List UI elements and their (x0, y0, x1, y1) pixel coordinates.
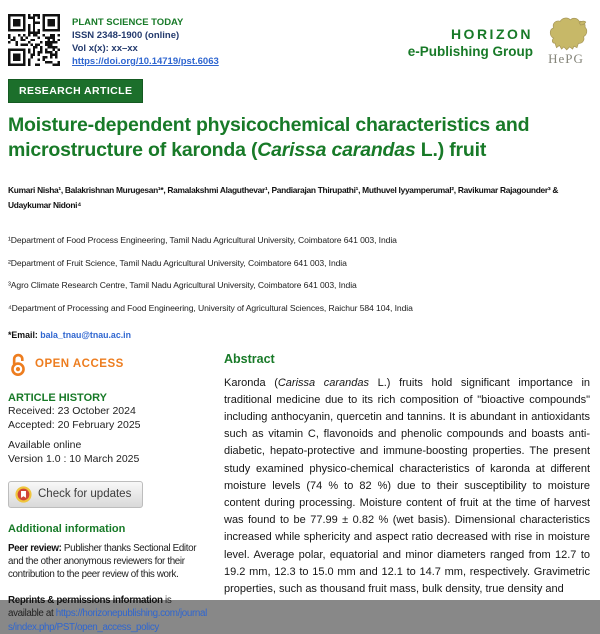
email-link[interactable]: bala_tnau@tnau.ac.in (40, 329, 131, 340)
publisher-name (408, 14, 533, 60)
affiliation-line: ¹Department of Food Process Engineering, Tamil Nadu Agricultural University, Coimbatore 641 003, India (8, 235, 397, 245)
abstract-pre: Karonda ( (224, 376, 278, 389)
affiliation-line: ²Department of Fruit Science, Tamil Nadu Agricultural University, Coimbatore 641 003, India (8, 257, 347, 268)
journal-issn: ISSN 2348-1900 (online) (72, 30, 180, 41)
doi-link[interactable]: https://doi.org/10.14719/pst.6063 (72, 56, 219, 67)
title-species-italic: Carissa carandas (257, 139, 416, 161)
additional-info-heading: Additional information (8, 522, 126, 535)
check-for-updates-label: Check for updates (38, 488, 132, 500)
check-for-updates-button[interactable] (8, 481, 143, 508)
author-list: Kumari Nisha¹, Balakrishnan Murugesan¹*, Ramalakshmi Alaguthevar¹, Pandiarajan Thirupathi¹, Muthuvel Iyyamperumal², Ravikumar Rajagounder³ & Udaykumar Nidoni⁴ (8, 185, 559, 210)
peer-review-note (8, 542, 208, 582)
open-access-row (8, 352, 208, 377)
email-label: *Email: (8, 329, 41, 340)
qr-code (8, 14, 60, 66)
title-post: L.) fruit (415, 139, 487, 161)
title-pre: Moisture-dependent physicochemical characteristics and microstructure of karonda ( (8, 114, 530, 161)
masthead (8, 14, 590, 68)
available-online: Available online (8, 438, 82, 451)
reprints-note (8, 594, 208, 634)
affiliations (8, 235, 590, 313)
publisher-name-line1: HORIZON (450, 26, 533, 42)
open-access-label: OPEN ACCESS (35, 358, 124, 370)
reprints-text: is available at (8, 595, 172, 620)
abstract-post: L.) fruits hold significant importance in traditional medicine due to its rich composition of "bioactive compounds" including anthocyanin, quercetin and tannins. It is abundant in antioxidants such as vitamin C, flavonoids and phenolic compounds and boasts anti-diabetic, hepato-protective and immune-boosting properties. The present study examined physico-chemical characteristics of karonda at different moisture levels (74 % to 82 %) due to their susceptibility to moisture content during processing. Moisture content of fruit at the time of harvest was found to be 77.99 ± 0.82 % (wet basis). Dimensional characteristics increased while sphericity and aspect ratio decreased with rise in moisture level. Average polar, equatorial and minor diameters ranged from 12.7 to 19.2 mm, 12.3 to 15.0 mm and 12.1 to 14.7 mm, respectively. Gravimetric properties, such as thousand fruit mass, bulk density, true density and (224, 376, 591, 595)
abstract-text (224, 375, 590, 599)
journal-name: PLANT SCIENCE TODAY (72, 17, 184, 28)
article-history-heading: ARTICLE HISTORY (8, 391, 108, 404)
reprints-policy-link[interactable]: https://horizonepublishing.com/journals/index.php/PST/open_access_policy (8, 608, 207, 633)
hepg-lion-icon (542, 14, 590, 52)
article-title (8, 113, 574, 163)
additional-information (8, 523, 208, 634)
article-history (8, 392, 208, 467)
research-article-badge: RESEARCH ARTICLE (8, 79, 143, 103)
content-columns (8, 352, 590, 634)
journal-info (72, 14, 219, 68)
received-date: Received: 23 October 2024 (8, 404, 136, 417)
hepg-logo (542, 14, 590, 65)
journal-volume: Vol x(x): xx–xx (72, 43, 138, 54)
abstract-heading: Abstract (224, 351, 275, 366)
publisher-name-line2: e-Publishing Group (407, 44, 533, 59)
accepted-date: Accepted: 20 February 2025 (8, 419, 141, 431)
open-access-lock-icon (8, 352, 28, 377)
reprints-label: Reprints & permissions information (8, 595, 163, 607)
peer-review-label: Peer review: (8, 542, 64, 554)
hepg-caption: HePG (548, 51, 584, 66)
corresponding-email (8, 330, 590, 340)
journal-block (8, 14, 219, 68)
article-meta-column (8, 352, 208, 634)
crossmark-icon (15, 486, 32, 503)
affiliation-line: ⁴Department of Processing and Food Engineering, University of Agricultural Sciences, Raichur 584 104, India (8, 302, 413, 313)
version-date: Version 1.0 : 10 March 2025 (8, 453, 140, 465)
abstract-species-italic: Carissa carandas (277, 376, 370, 389)
peer-review-text: Publisher thanks Sectional Editor and the other anonymous reviewers for their contribution to the peer review of this work. (8, 542, 197, 580)
publisher-block (408, 14, 590, 65)
abstract-column (224, 352, 590, 634)
affiliation-line: ³Agro Climate Research Centre, Tamil Nadu Agricultural University, Coimbatore 641 003, India (8, 280, 357, 290)
